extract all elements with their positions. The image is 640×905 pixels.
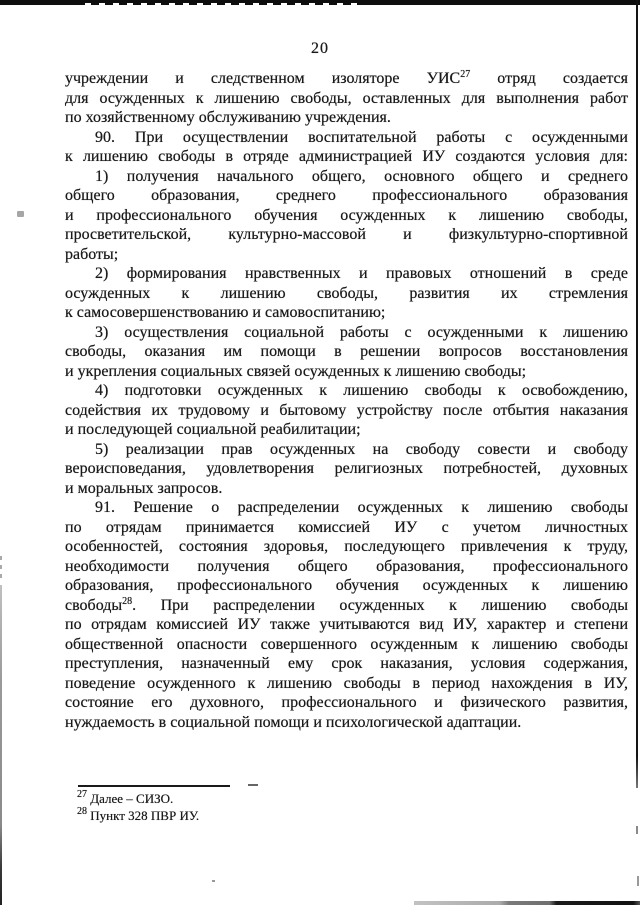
text-line: и последующей социальной реабилитации; bbox=[65, 421, 361, 438]
footnote-separator bbox=[78, 785, 230, 787]
text-line: преступления, назначенный ему срок наказания, условия содержания, bbox=[65, 655, 628, 672]
text-line: 3) осуществления социальной работы с осужденными к лишению bbox=[95, 323, 628, 341]
text-line: учреждении и следственном изоляторе УИС$^{27}$ отряд создается bbox=[65, 69, 628, 87]
footnote-line: $^{28}$ Пункт 328 ПВР ИУ. bbox=[77, 806, 200, 823]
text-line: свободы, оказания им помощи в решении вопросов восстановления bbox=[65, 343, 628, 360]
footnote-separator-tick bbox=[248, 784, 258, 786]
text-line: содействия их трудовому и бытовому устройству после отбытия наказания bbox=[65, 401, 628, 419]
scan-speck bbox=[212, 880, 215, 882]
text-line: по хозяйственному обслуживанию учреждения. bbox=[65, 109, 391, 126]
text-line: работы; bbox=[65, 245, 119, 263]
text-line: свободы$^{28}$. При распределении осужденных к лишению свободы bbox=[65, 595, 628, 614]
text-line: и профессионального обучения осужденных к лишению свободы, bbox=[65, 206, 628, 224]
text-line: 4) подготовки осужденных к лишению свободы к освобождению, bbox=[95, 382, 628, 399]
text-line: образования, профессионального обучения осужденных к лишению bbox=[65, 577, 628, 594]
scan-edge-left-dashes bbox=[0, 556, 2, 582]
footnote-line: $^{27}$ Далее – СИЗО. bbox=[77, 789, 174, 806]
text-line: общественной опасности совершенного осужденным к лишению свободы bbox=[65, 635, 628, 653]
text-line: состояние его духовного, профессионального и физического развития, bbox=[65, 694, 628, 711]
text-line: к лишению свободы в отряде администрацией ИУ создаются условия для: bbox=[65, 148, 628, 165]
text-line: и моральных запросов. bbox=[65, 479, 223, 497]
footnotes bbox=[77, 790, 557, 824]
text-line: по отрядам комиссией ИУ также учитываются вид ИУ, характер и степени bbox=[65, 616, 628, 633]
text-line: общего образования, среднего профессионального образования bbox=[65, 187, 628, 204]
text-line: 91. Решение о распределении осужденных к лишению свободы bbox=[95, 499, 628, 516]
text-line: к самосовершенствованию и самовоспитанию; bbox=[65, 304, 386, 321]
document-body bbox=[65, 69, 628, 732]
scan-edge-bottom bbox=[414, 901, 640, 905]
text-line: 90. При осуществлении воспитательной работы с осужденными bbox=[95, 128, 628, 146]
text-line: 2) формирования нравственных и правовых отношений в среде bbox=[95, 265, 628, 282]
scan-edge-right bbox=[636, 0, 638, 788]
scan-speck bbox=[636, 826, 638, 834]
text-line: поведение осужденного к лишению свободы в период нахождения в ИУ, bbox=[65, 674, 628, 692]
scan-speck bbox=[17, 211, 24, 217]
text-line: 5) реализации прав осужденных на свободу совести и свободу bbox=[95, 440, 628, 458]
page-number: 20 bbox=[311, 40, 329, 57]
text-line: просветительской, культурно-массовой и физкультурно-спортивной bbox=[65, 226, 628, 243]
text-line: необходимости получения общего образования, профессионального bbox=[65, 557, 628, 575]
text-line: нуждаемость в социальной помощи и психологической адаптации. bbox=[65, 713, 522, 731]
text-line: по отрядам принимается комиссией ИУ с учетом личностных bbox=[65, 518, 628, 536]
scan-edge-top-noise bbox=[85, 3, 365, 6]
text-line: осужденных к лишению свободы, развития их стремления bbox=[65, 284, 628, 302]
text-line: особенностей, состояния здоровья, последующего привлечения к труду, bbox=[65, 538, 628, 555]
text-line: вероисповедания, удовлетворения религиозных потребностей, духовных bbox=[65, 460, 628, 477]
text-line: и укрепления социальных связей осужденных к лишению свободы; bbox=[65, 362, 527, 380]
scan-edge-left bbox=[0, 585, 2, 905]
scan-speck bbox=[637, 876, 639, 886]
text-line: 1) получения начального общего, основного общего и среднего bbox=[95, 167, 628, 185]
text-line: для осужденных к лишению свободы, оставленных для выполнения работ bbox=[65, 89, 628, 107]
